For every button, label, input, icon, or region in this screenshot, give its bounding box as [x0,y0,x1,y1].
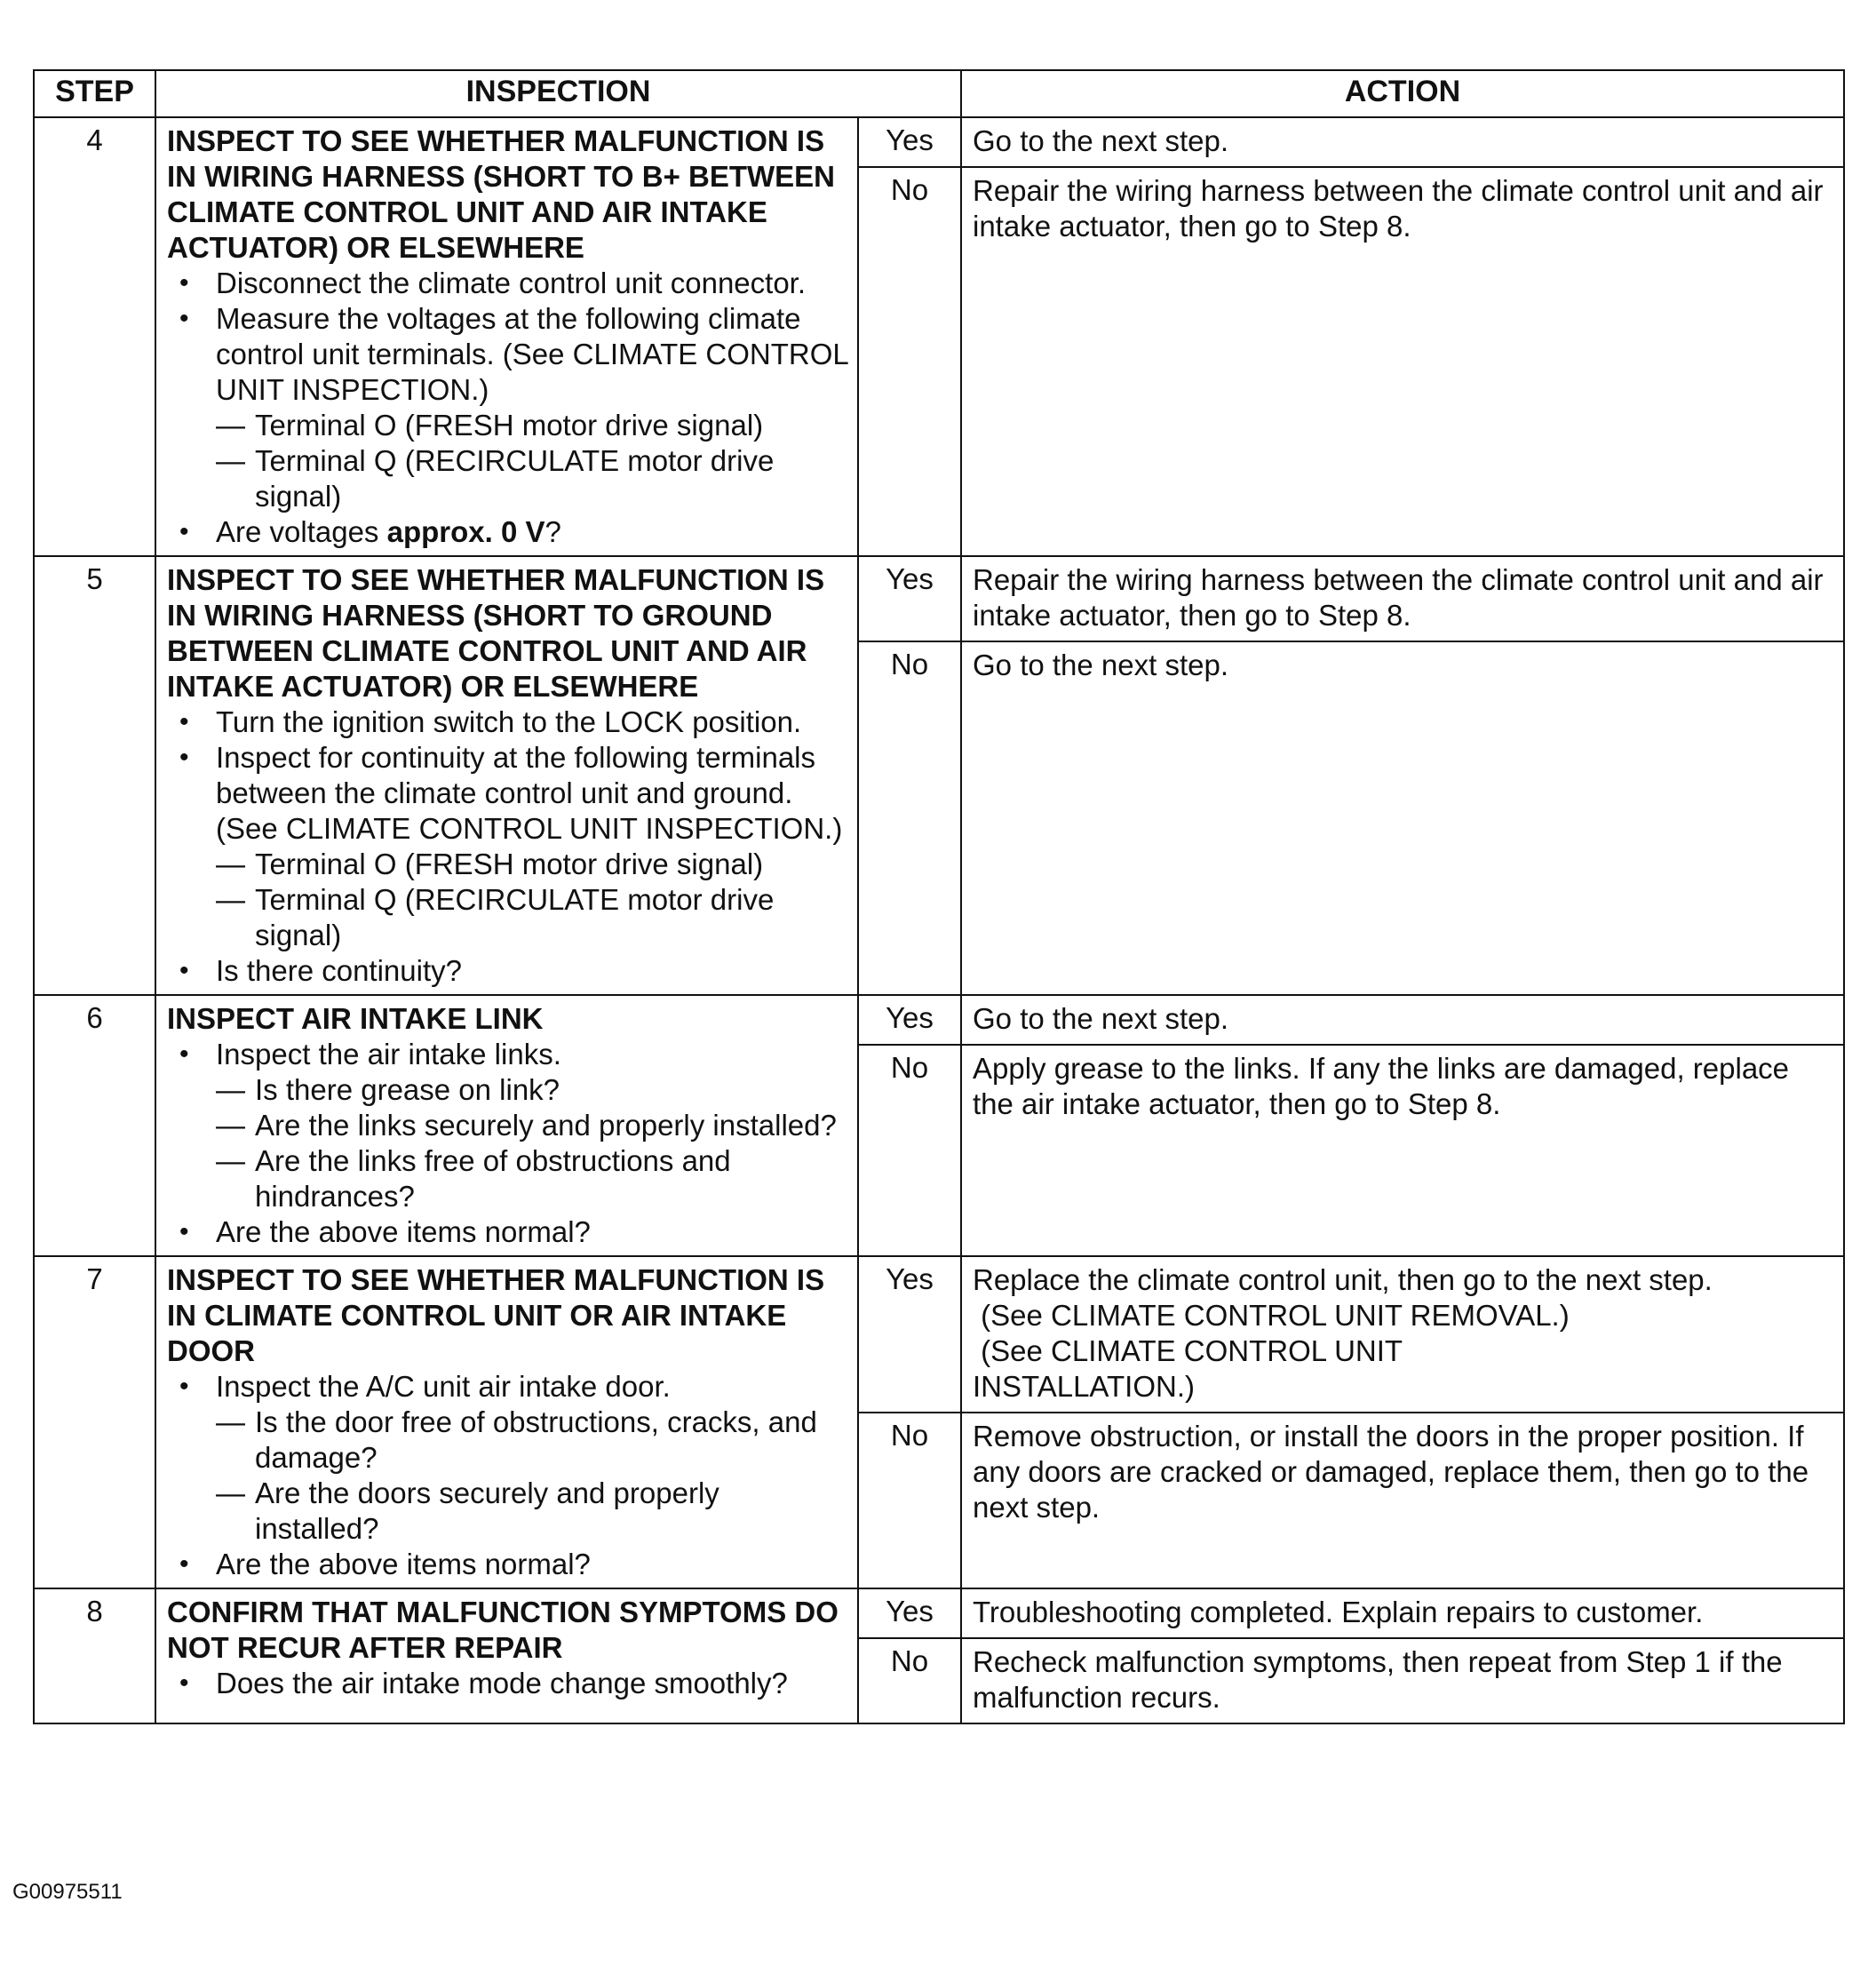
inspection-title: INSPECT TO SEE WHETHER MALFUNCTION IS IN WIRING HARNESS (SHORT TO B+ BETWEEN CLIMATE CONTROL UNIT AND AIR INTAKE ACTUATOR) OR ELSEWHERE [167,124,836,264]
bullet-text: Inspect for continuity at the following terminals between the climate control unit and ground. (See CLIMATE CONTROL UNIT INSPECTION.) [216,741,843,845]
yes-action-line: INSTALLATION.) [973,1370,1195,1403]
bullet-bold-text: approx. 0 V [386,515,545,548]
table-row [34,117,1844,167]
yes-action-line: (See CLIMATE CONTROL UNIT REMOVAL.) [973,1299,1570,1332]
troubleshooting-table [33,69,1845,1724]
sub-list [216,847,850,953]
bullet-text: Disconnect the climate control unit connector. [216,267,807,299]
bullet-text: Does the air intake mode change smoothly? [216,1667,788,1699]
sub-list [216,1072,850,1214]
inspection-title: CONFIRM THAT MALFUNCTION SYMPTOMS DO NOT RECUR AFTER REPAIR [167,1596,839,1664]
step-number: 8 [34,1588,155,1723]
table-row [34,1256,1844,1413]
sub-item: — Are the links securely and properly installed? [216,1108,850,1143]
inspection-title: INSPECT TO SEE WHETHER MALFUNCTION IS IN CLIMATE CONTROL UNIT OR AIR INTAKE DOOR [167,1263,825,1367]
yes-label: Yes [858,1588,961,1638]
bullet-text: ? [545,515,561,548]
no-action: Repair the wiring harness between the climate control unit and air intake actuator, then go to Step 8. [961,167,1844,556]
step-number: 7 [34,1256,155,1588]
bullet-list [167,266,850,550]
yes-action-line: Replace the climate control unit, then go to the next step. [973,1263,1713,1296]
bullet-text: Inspect the air intake links. [216,1038,561,1071]
yes-action: Repair the wiring harness between the climate control unit and air intake actuator, then go to Step 8. [961,556,1844,641]
bullet-item [167,1037,850,1214]
step-5-group [34,556,1844,995]
sub-item: — Is the door free of obstructions, cracks, and damage? [216,1405,850,1476]
inspection-title: INSPECT TO SEE WHETHER MALFUNCTION IS IN WIRING HARNESS (SHORT TO GROUND BETWEEN CLIMATE CONTROL UNIT AND AIR INTAKE ACTUATOR) OR ELSEWHERE [167,563,825,703]
no-action: Apply grease to the links. If any the links are damaged, replace the air intake actuator, then go to Step 8. [961,1045,1844,1256]
bullet-list [167,1037,850,1250]
bullet-item [167,1369,850,1547]
no-label: No [858,167,961,556]
sub-item: — Terminal Q (RECIRCULATE motor drive signal) [216,882,850,953]
document-id: G00975511 [12,1880,123,1904]
bullet-list [167,704,850,989]
yes-label: Yes [858,995,961,1045]
bullet-item [167,740,850,953]
bullet-item [167,953,850,989]
bullet-item [167,514,850,550]
bullet-text: Are voltages [216,515,387,548]
bullet-text: Is there continuity? [216,954,462,987]
header-action: ACTION [961,70,1844,117]
no-label: No [858,641,961,995]
bullet-text: Inspect the A/C unit air intake door. [216,1370,671,1403]
bullet-list [167,1666,850,1701]
bullet-text: Turn the ignition switch to the LOCK position. [216,705,802,738]
yes-label: Yes [858,117,961,167]
bullet-item [167,301,850,514]
no-label: No [858,1045,961,1256]
sub-item: — Are the doors securely and properly installed? [216,1476,850,1547]
inspection-cell [155,995,858,1256]
yes-action-line: (See CLIMATE CONTROL UNIT [973,1334,1403,1367]
step-8-group [34,1588,1844,1723]
table-row [34,1588,1844,1638]
yes-action: Go to the next step. [961,117,1844,167]
yes-action: Go to the next step. [961,995,1844,1045]
sub-item: — Is there grease on link? [216,1072,850,1108]
header-inspection: INSPECTION [155,70,961,117]
step-7-group [34,1256,1844,1588]
bullet-text: Measure the voltages at the following climate control unit terminals. (See CLIMATE CONTROL UNIT INSPECTION.) [216,302,848,406]
header-step: STEP [34,70,155,117]
bullet-item [167,266,850,301]
inspection-title: INSPECT AIR INTAKE LINK [167,1002,544,1035]
bullet-item [167,704,850,740]
bullet-item [167,1547,850,1582]
bullet-list [167,1369,850,1582]
step-number: 5 [34,556,155,995]
sub-list [216,408,850,514]
yes-label: Yes [858,1256,961,1413]
sub-item: — Terminal O (FRESH motor drive signal) [216,408,850,443]
bullet-item [167,1214,850,1250]
bullet-text: Are the above items normal? [216,1215,591,1248]
inspection-cell [155,556,858,995]
table-row [34,995,1844,1045]
sub-item: — Terminal Q (RECIRCULATE motor drive signal) [216,443,850,514]
sub-item: — Terminal O (FRESH motor drive signal) [216,847,850,882]
step-6-group [34,995,1844,1256]
yes-action [961,1256,1844,1413]
header-row [34,70,1844,117]
no-action: Remove obstruction, or install the doors in the proper position. If any doors are cracked or damaged, replace them, then go to the next step. [961,1413,1844,1588]
step-number: 6 [34,995,155,1256]
inspection-cell [155,117,858,556]
step-4-group [34,117,1844,556]
no-action: Go to the next step. [961,641,1844,995]
no-label: No [858,1638,961,1723]
no-label: No [858,1413,961,1588]
no-action: Recheck malfunction symptoms, then repeat from Step 1 if the malfunction recurs. [961,1638,1844,1723]
inspection-cell [155,1256,858,1588]
bullet-item [167,1666,850,1701]
yes-action: Troubleshooting completed. Explain repairs to customer. [961,1588,1844,1638]
sub-item: — Are the links free of obstructions and hindrances? [216,1143,850,1214]
step-number: 4 [34,117,155,556]
table-row [34,556,1844,641]
bullet-text: Are the above items normal? [216,1548,591,1580]
yes-label: Yes [858,556,961,641]
sub-list [216,1405,850,1547]
inspection-cell [155,1588,858,1723]
